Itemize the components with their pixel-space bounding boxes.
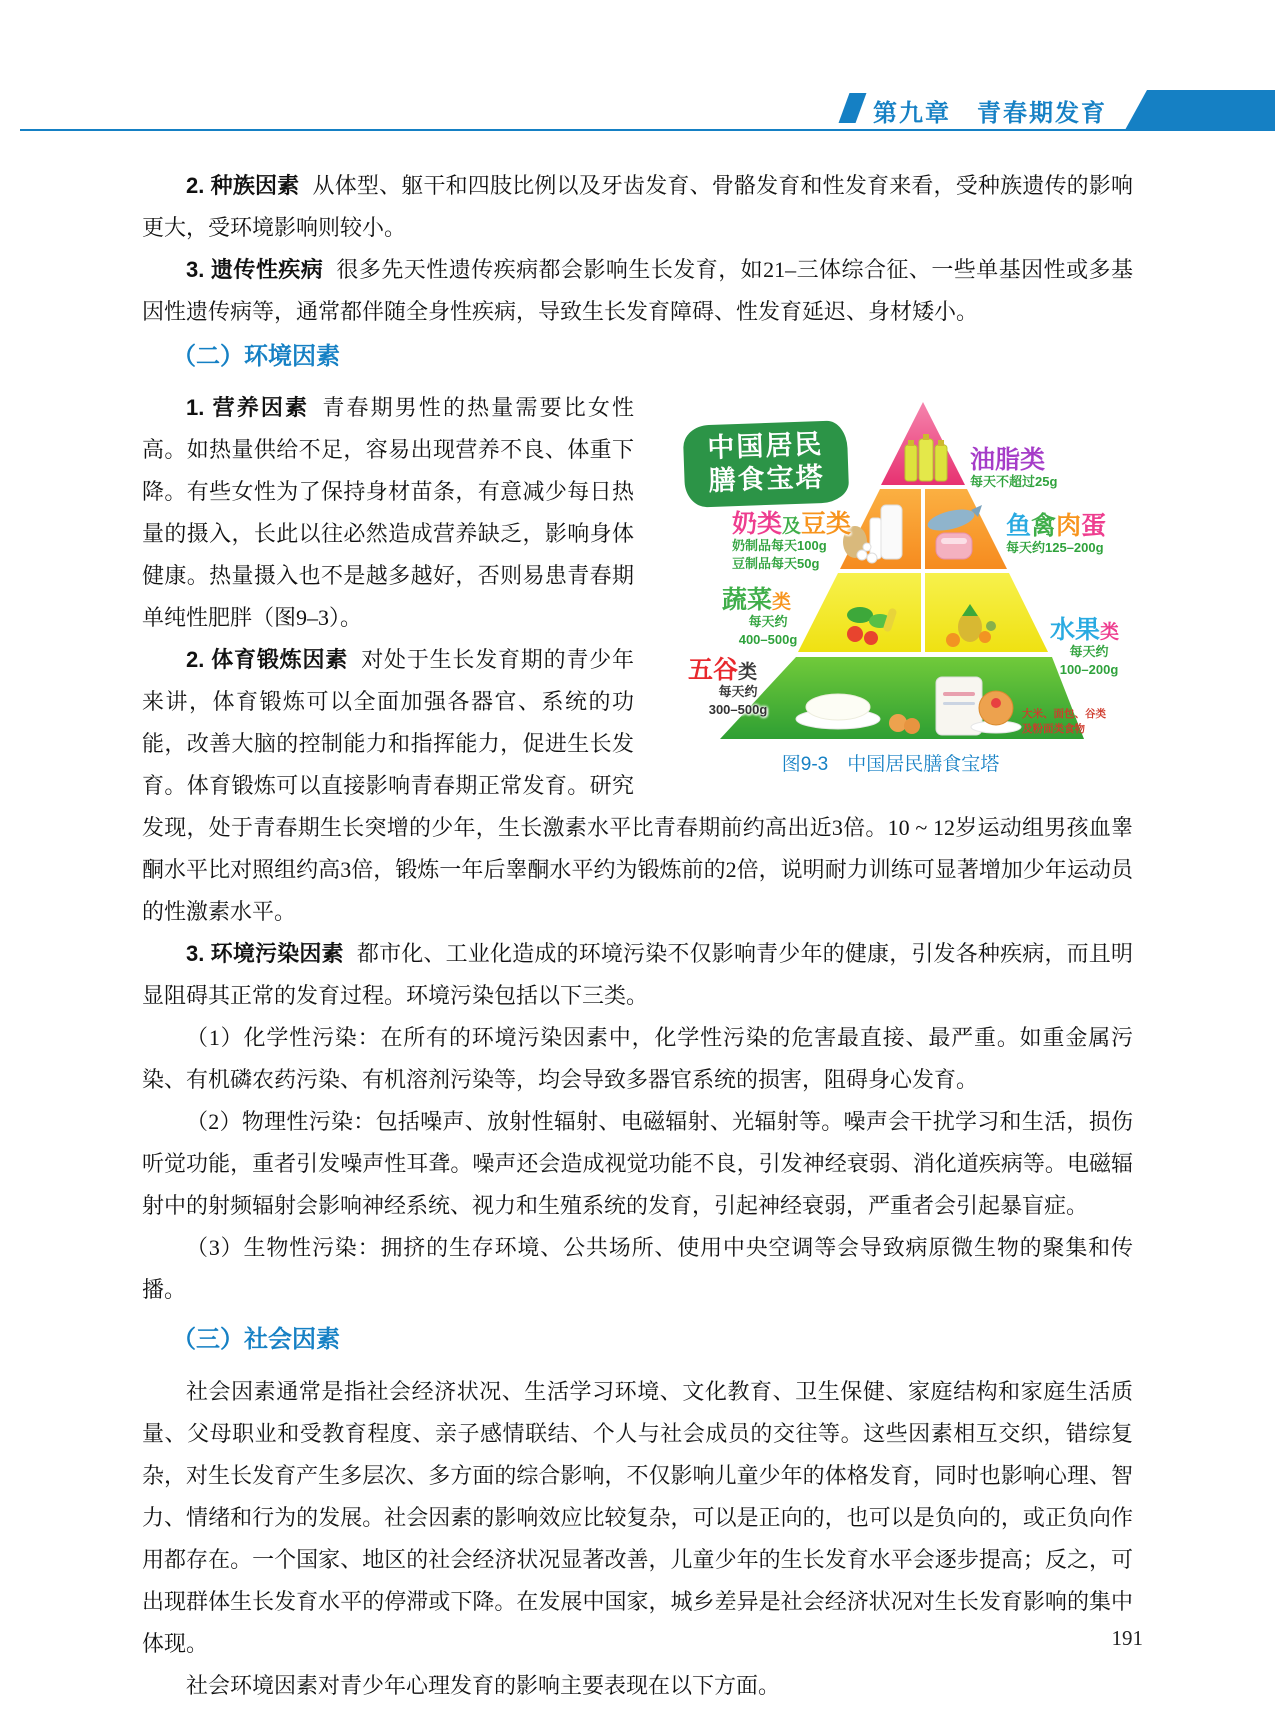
paragraph-race-factor	[142, 165, 1133, 249]
dairy-name-part3: 豆类	[801, 510, 852, 538]
meat-name-part1: 鱼	[1006, 512, 1032, 540]
section-heading-social: （三）社会因素	[172, 1326, 340, 1353]
meat-name-part4: 蛋	[1081, 512, 1107, 540]
oil-name: 油脂类	[970, 446, 1046, 474]
paragraph-race-label: 2. 种族因素	[186, 173, 300, 198]
fruit-amount-line2: 100–200g	[1059, 661, 1119, 677]
dairy-amount-line1: 奶制品每天100g	[732, 538, 827, 554]
fruit-category-label	[1050, 617, 1128, 678]
paragraph-nutrition-text: 青春期男性的热量需要比女性高。如热量供给不足，容易出现营养不良、体重下降。有些女性为了保持身材苗条，有意减少每日热量的摄入，长此以往必然造成营养缺乏，影响身体健康。热量摄入也不是越多越好，否则易患青春期单纯性肥胖（图9–3）。	[142, 395, 634, 630]
meat-name-part2: 禽	[1031, 512, 1057, 540]
dairy-name-part1: 奶类	[732, 510, 783, 538]
oil-amount: 每天不超过25g	[970, 474, 1058, 490]
paragraph-genetic-disease	[142, 249, 1133, 333]
paragraph-race-text: 从体型、躯干和四肢比例以及牙齿发育、骨骼发育和性发育来看，受种族遗传的影响更大，受环境影响则较小。	[142, 173, 1133, 240]
vegetable-name-part1: 蔬菜	[722, 586, 773, 614]
grain-name-part1: 五谷	[688, 656, 739, 684]
paragraph-pollution-factor	[142, 933, 1133, 1017]
grain-category-label	[688, 657, 788, 718]
poster-title-line1: 中国居民	[706, 428, 824, 464]
meat-name-part3: 肉	[1056, 512, 1082, 540]
paragraph-chemical-pollution: （1）化学性污染：在所有的环境污染因素中，化学性污染的危害最直接、最严重。如重金属污染、有机磷农药污染、有机溶剂污染等，均会导致多器官系统的损害，阻碍身心发育。	[142, 1025, 1133, 1092]
vegetable-amount-line2: 400–500g	[738, 631, 798, 647]
meat-category-label	[1006, 513, 1106, 557]
vegetable-amount-line1: 每天约	[748, 614, 788, 630]
paragraph-nutrition-label: 1. 营养因素	[186, 395, 310, 420]
dairy-name-part2: 及	[782, 516, 802, 537]
header-rule	[20, 129, 1275, 131]
vegetable-category-label	[722, 587, 814, 648]
grains-note-line1: 大米、面包、谷类	[1022, 708, 1106, 720]
grain-amount-line2: 300–500g	[708, 701, 768, 717]
food-pyramid-poster	[648, 387, 1133, 742]
chapter-header	[844, 90, 1275, 130]
meat-amount: 每天约125–200g	[1006, 540, 1104, 556]
section-heading-environment: （二）环境因素	[172, 343, 340, 370]
dairy-amount-line2: 豆制品每天50g	[732, 555, 820, 571]
poster-title	[683, 420, 850, 508]
paragraph-genetic-text: 很多先天性遗传疾病都会影响生长发育，如21–三体综合征、一些单基因性或多基因性遗传病等，通常都伴随全身性疾病，导致生长发育障碍、性发育延迟、身材矮小。	[142, 257, 1133, 324]
chapter-title: 第九章 青春期发育	[873, 99, 1107, 127]
page-number: 191	[1111, 1626, 1143, 1650]
fruit-amount-line1: 每天约	[1069, 644, 1109, 660]
grain-name-part2: 类	[738, 662, 758, 683]
paragraph-pollution-label: 3. 环境污染因素	[186, 941, 344, 966]
grains-note	[1022, 707, 1106, 737]
grains-note-line2: 及粉面类食物	[1022, 723, 1085, 736]
oil-category-label	[970, 447, 1057, 491]
paragraph-social-factors: 社会因素通常是指社会经济状况、生活学习环境、文化教育、卫生保健、家庭结构和家庭生活质量、父母职业和受教育程度、亲子感情联结、个人与社会成员的交往等。这些因素相互交织，错综复杂，对生长发育产生多层次、多方面的综合影响，不仅影响儿童少年的体格发育，同时也影响心理、智力、情绪和行为的发展。社会因素的影响效应比较复杂，可以是正向的，也可以是负向的，或正负向作用都存在。一个国家、地区的社会经济状况显著改善，儿童少年的生长发育水平会逐步提高；反之，可出现群体生长发育水平的停滞或下降。在发展中国家，城乡差异是社会经济状况对生长发育影响的集中体现。	[142, 1379, 1133, 1656]
chapter-notch-decoration	[839, 93, 867, 123]
paragraph-exercise-label: 2. 体育锻炼因素	[186, 647, 349, 672]
chapter-bar-decoration	[1125, 90, 1275, 130]
paragraph-genetic-label: 3. 遗传性疾病	[186, 257, 324, 282]
grain-amount-line1: 每天约	[718, 684, 758, 700]
figure-9-3	[648, 387, 1133, 778]
paragraph-physical-pollution: （2）物理性污染：包括噪声、放射性辐射、电磁辐射、光辐射等。噪声会干扰学习和生活，损伤听觉功能，重者引发噪声性耳聋。噪声还会造成视觉功能不良，引发神经衰弱、消化道疾病等。电磁辐射中的射频辐射会影响神经系统、视力和生殖系统的发育，引起神经衰弱，严重者会引起暴盲症。	[142, 1109, 1133, 1218]
paragraph-pollution-text: 都市化、工业化造成的环境污染不仅影响青少年的健康，引发各种疾病，而且明显阻碍其正常的发育过程。环境污染包括以下三类。	[142, 941, 1133, 1008]
paragraph-exercise-text: 对处于生长发育期的青少年来讲，体育锻炼可以全面加强各器官、系统的功能，改善大脑的控制能力和指挥能力，促进生长发育。体育锻炼可以直接影响青春期正常发育。研究发现，处于青春期生长突增的少年，生长激素水平比青春期前约高出近3倍。10 ~ 12岁运动组男孩血睾酮水平比对照组约高3倍，锻炼一年后睾酮水平约为锻炼前的2倍，说明耐力训练可显著增加少年运动员的性激素水平。	[142, 647, 1133, 924]
oil-bottles-illustration	[905, 434, 947, 481]
fruit-name-part1: 水果	[1050, 616, 1101, 644]
vegetable-name-part2: 类	[772, 592, 792, 613]
poster-title-line2: 膳食宝塔	[708, 461, 826, 496]
paragraph-biological-pollution: （3）生物性污染：拥挤的生存环境、公共场所、使用中央空调等会导致病原微生物的聚集和传播。	[142, 1235, 1133, 1302]
paragraph-social-closing: 社会环境因素对青少年心理发育的影响主要表现在以下方面。	[186, 1673, 781, 1698]
figure-caption: 图9-3 中国居民膳食宝塔	[781, 754, 1000, 775]
fruit-name-part2: 类	[1100, 622, 1120, 643]
dairy-category-label	[732, 511, 851, 572]
page-body	[142, 165, 1133, 1707]
